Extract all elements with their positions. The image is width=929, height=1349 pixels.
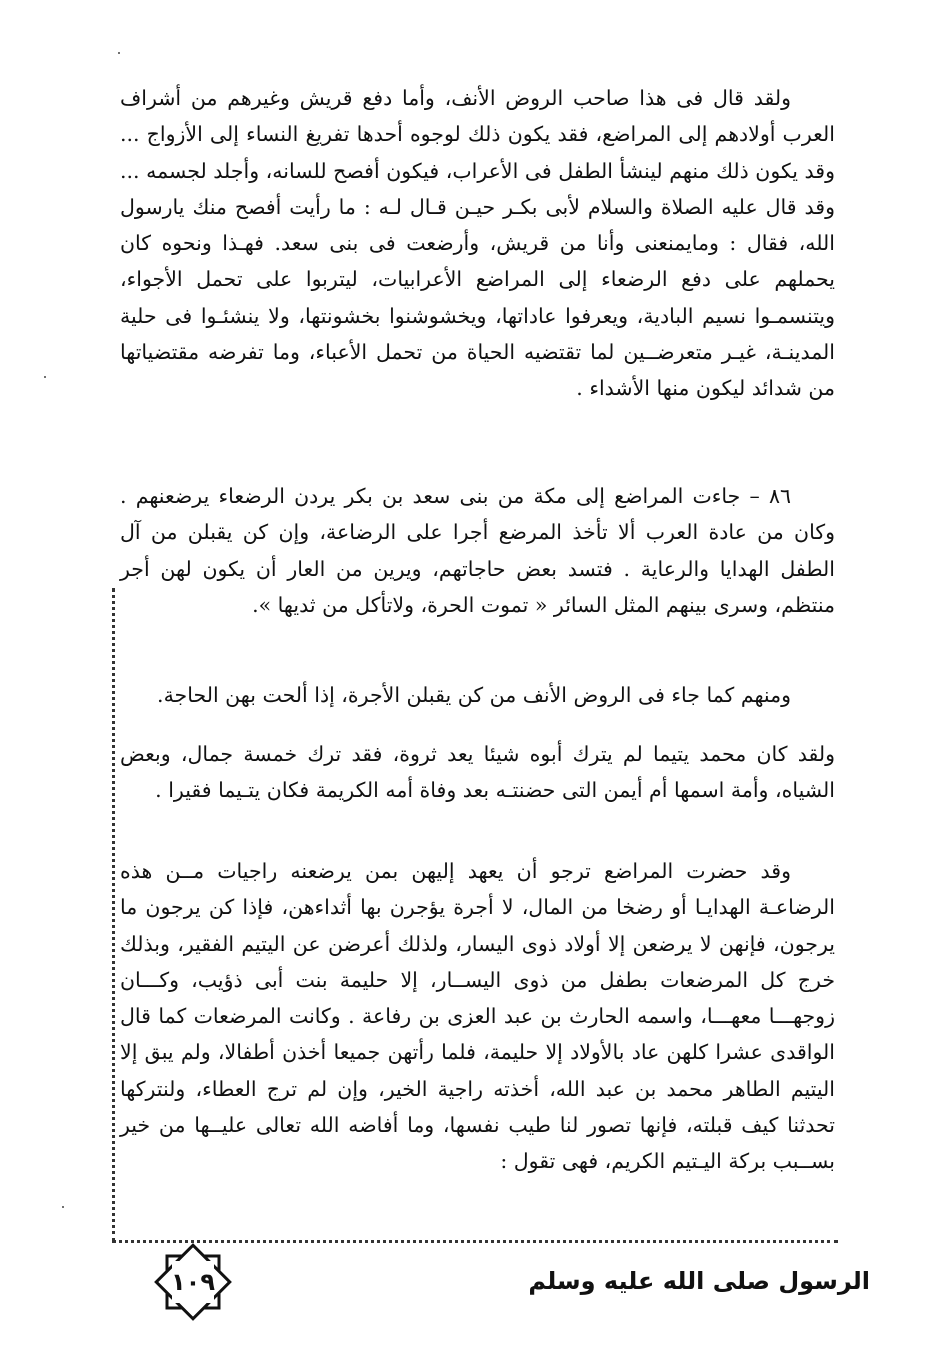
page-border-vertical xyxy=(112,588,115,1242)
paragraph-halima xyxy=(120,853,835,1180)
page-number-badge xyxy=(152,1241,234,1323)
page-number: ١٠٩ xyxy=(171,1268,215,1296)
paragraph-text: وقد حضرت المراضع ترجو أن يعهد إليهن بمن يرضعنه راجيات مــن هذه الرضاعـة الهدايـا أو رضخا من المال، لا أجرة يؤجرن بها أثداءهن، فإذا كن يرجون ما يرجون، فإنهن لا يرضعن إلا أولاد ذوى اليسار، ولذلك أعرضن عن اليتيم الفقير، وبذلك خرج كل المرضعات بطفل من ذوى اليســار، إلا حليمة بنت أبى ذؤيب، وكـــان زوجهـــا معهـــا، واسمه الحارث بن عبد العزى بن رفاعة . وكانت المرضعات كما قال الواقدى عشرا كلهن عاد بالأولاد إلا حليمة، فلما رأتهن جميعا أخذن أطفالا، ولم يبق إلا اليتيم الطاهر محمد بن عبد الله، أخذته راجية الخير، وإن لم ترج العطاء، ولنتركها تحدثنا كيف قبلته، فإنها تصور لنا طيب نفسها، وما أفاضه الله تعالى عليــها من خير بســبب بركة اليـتيم الكريم، فهى تقول : xyxy=(120,859,835,1174)
paragraph-rawd-alanf xyxy=(120,80,835,407)
paragraph-text: ولقد كان محمد يتيما لم يترك أبوه شيئا يعد ثروة، فقد ترك خمسة جمال، وبعض الشياه، وأمة اسمها أم أيمن التى حضنتـه بعد وفاة أمه الكريمة فكان يتـيما فقيرا . xyxy=(120,742,835,803)
scan-speck xyxy=(62,1206,64,1208)
paragraph-text: ولقد قال فى هذا صاحب الروض الأنف، وأما دفع قريش وغيرهم من أشراف العرب أولادهم إلى المراضع، فقد يكون ذلك لوجوه أحدها تفريغ النساء إلى الأزواج ... وقد يكون ذلك منهم لينشأ الطفل فى الأعراب، فيكون أفصح للسانه، وأجلد لجسمه ... وقد قال عليه الصلاة والسلام لأبى بكـر حيـن قـال لـه : ما رأيت أفصح منك يارسول الله، فقال : ومايمنعنى وأنا من قريش، وأرضعت فى بنى سعد. فهـذا ونحوه كان يحملهم على دفع الرضعاء إلى المراضع الأعرابيات، ليتربوا على تحمل الأجواء، ويتنسمـوا نسيم البادية، ويعرفوا عاداتها، ويخشوشنوا بخشونتها، ولا ينشئـوا فى حلية المدينـة، غيـر متعرضــين لما تقتضيه الحياة من تحمل الأعباء، وما تفرضه مقتضياتها من شدائد ليكون منها الأشداء . xyxy=(120,86,835,401)
paragraph-86-wet-nurses xyxy=(120,478,835,623)
running-footer-title: الرسول صلى الله عليه وسلم xyxy=(528,1267,870,1295)
scan-speck xyxy=(118,52,120,54)
scan-speck xyxy=(44,376,46,378)
paragraph-text: ٨٦ – جاءت المراضع إلى مكة من بنى سعد بن بكر يردن الرضعاء يرضعنهم . وكان من عادة العرب ألا تأخذ المرضع أجرا على الرضاعة، وإن كن يقبلن من آل الطفل الهدايا والرعاية . فتسد بعض حاجاتهم، ويرين من العار أن يكون لهن أجر منتظم، وسرى بينهم المثل السائر « تموت الحرة، ولاتأكل من ثديها ». xyxy=(120,484,835,617)
paragraph-wage-acceptance xyxy=(120,677,835,713)
paragraph-text: ومنهم كما جاء فى الروض الأنف من كن يقبلن الأجرة، إذا ألحت بهن الحاجة. xyxy=(157,683,791,707)
paragraph-orphan xyxy=(120,736,835,809)
